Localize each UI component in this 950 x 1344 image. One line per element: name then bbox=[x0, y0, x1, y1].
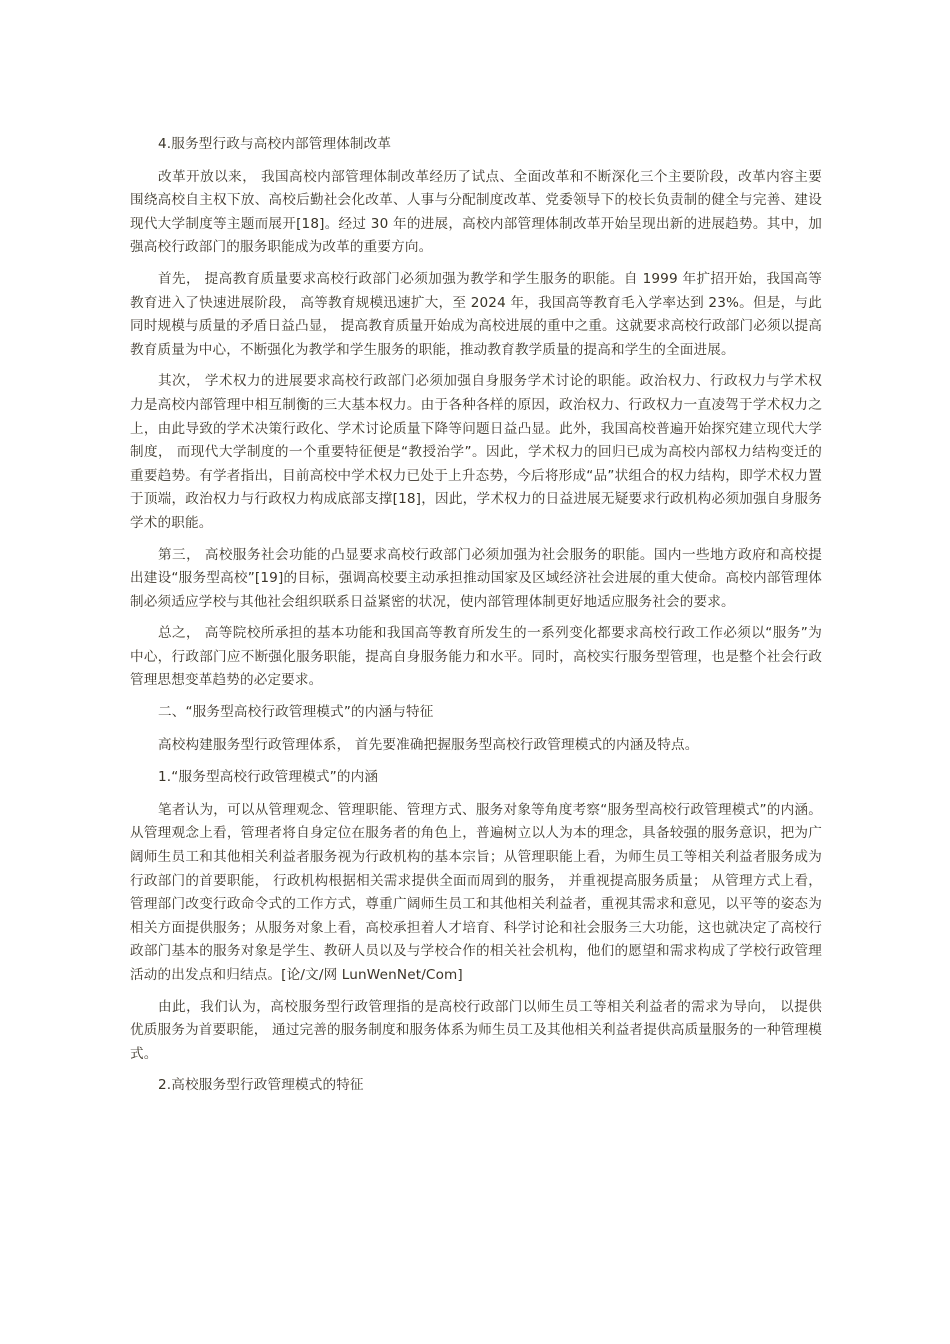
section-heading-4: 4.服务型行政与高校内部管理体制改革 bbox=[158, 136, 392, 152]
paragraph-definition: 由此，我们认为，高校服务型行政管理指的是高校行政部门以师生员工等相关利益者的需求为导向， 以提供优质服务为首要职能， 通过完善的服务制度和服务体系为师生员工及其他相关利益者提供高质量服务的一种管理模式。 bbox=[130, 998, 822, 1062]
paragraph-first: 首先， 提高教育质量要求高校行政部门必须加强为教学和学生服务的职能。自 1999 年扩招开始，我国高等教育进入了快速进展阶段， 高等教育规模迅速扩大，至 2024 年，我国高等教育毛入学率达到 23%。但是，与此同时规模与质量的矛盾日益凸显， 提高教育质量开始成为高校进展的重中之重。这就要求高校行政部门必须以提高教育质量为中心，不断强化为教学和学生服务的职能，推动教育教学质量的提高和学生的全面进展。 bbox=[130, 270, 822, 358]
document-page bbox=[130, 133, 822, 1107]
paragraph-third: 第三， 高校服务社会功能的凸显要求高校行政部门必须加强为社会服务的职能。国内一些地方政府和高校提出建设“服务型高校”[19]的目标，强调高校要主动承担推动国家及区域经济社会进展的重大使命。高校内部管理体制必须适应学校与其他社会组织联系日益紧密的状况，使内部管理体制更好地适应服务社会的要求。 bbox=[130, 546, 822, 610]
subheading-features: 2.高校服务型行政管理模式的特征 bbox=[158, 1077, 364, 1094]
paragraph-connotation: 笔者认为，可以从管理观念、管理职能、管理方式、服务对象等角度考察“服务型高校行政管理模式”的内涵。从管理观念上看，管理者将自身定位在服务者的角色上，普遍树立以人为本的理念，具备较强的服务意识，把为广阔师生员工和其他相关利益者服务视为行政机构的基本宗旨；从管理职能上看，为师生员工等相关利益者服务成为行政部门的首要职能， 行政机构根据相关需求提供全面而周到的服务， 并重视提高服务质量； 从管理方式上看，管理部门改变行政命令式的工作方式，尊重广阔师生员工和其他相关利益者，重视其需求和意见，以平等的姿态为相关方面提供服务；从服务对象上看，高校承担着人才培育、科学讨论和社会服务三大功能，这也就决定了高校行政部门基本的服务对象是学生、教研人员以及与学校合作的相关社会机构，他们的愿望和需求构成了学校行政管理活动的出发点和归结点。[论/文/网 LunWenNet/Com] bbox=[130, 801, 822, 983]
paragraph-summary: 总之， 高等院校所承担的基本功能和我国高等教育所发生的一系列变化都要求高校行政工作必须以“服务”为中心，行政部门应不断强化服务职能，提高自身服务能力和水平。同时，高校实行服务型管理，也是整个社会行政管理思想变革趋势的必定要求。 bbox=[130, 625, 822, 689]
section-2-intro: 高校构建服务型行政管理体系， 首先要准确把握服务型高校行政管理模式的内涵及特点。 bbox=[158, 736, 699, 753]
section-heading-2: 二、“服务型高校行政管理模式”的内涵与特征 bbox=[158, 704, 434, 721]
subheading-connotation: 1.“服务型高校行政管理模式”的内涵 bbox=[158, 769, 379, 786]
paragraph-second: 其次， 学术权力的进展要求高校行政部门必须加强自身服务学术讨论的职能。政治权力、行政权力与学术权力是高校内部管理中相互制衡的三大基本权力。由于各种各样的原因，政治权力、行政权力一直凌驾于学术权力之上，由此导致的学术决策行政化、学术讨论质量下降等问题日益凸显。此外，我国高校普遍开始探究建立现代大学制度， 而现代大学制度的一个重要特征便是“教授治学”。因此，学术权力的回归已成为高校内部权力结构变迁的重要趋势。有学者指出，目前高校中学术权力已处于上升态势，今后将形成“品”状组合的权力结构，即学术权力置于顶端，政治权力与行政权力构成底部支撑[18]，因此，学术权力的日益进展无疑要求行政机构必须加强自身服务学术的职能。 bbox=[130, 373, 822, 531]
paragraph-reform-overview: 改革开放以来， 我国高校内部管理体制改革经历了试点、全面改革和不断深化三个主要阶段，改革内容主要围绕高校自主权下放、高校后勤社会化改革、人事与分配制度改革、党委领导下的校长负责制的健全与完善、建设现代大学制度等主题而展开[18]。经过 30 年的进展，高校内部管理体制改革开始呈现出新的进展趋势。其中，加强高校行政部门的服务职能成为改革的重要方向。 bbox=[130, 168, 822, 256]
